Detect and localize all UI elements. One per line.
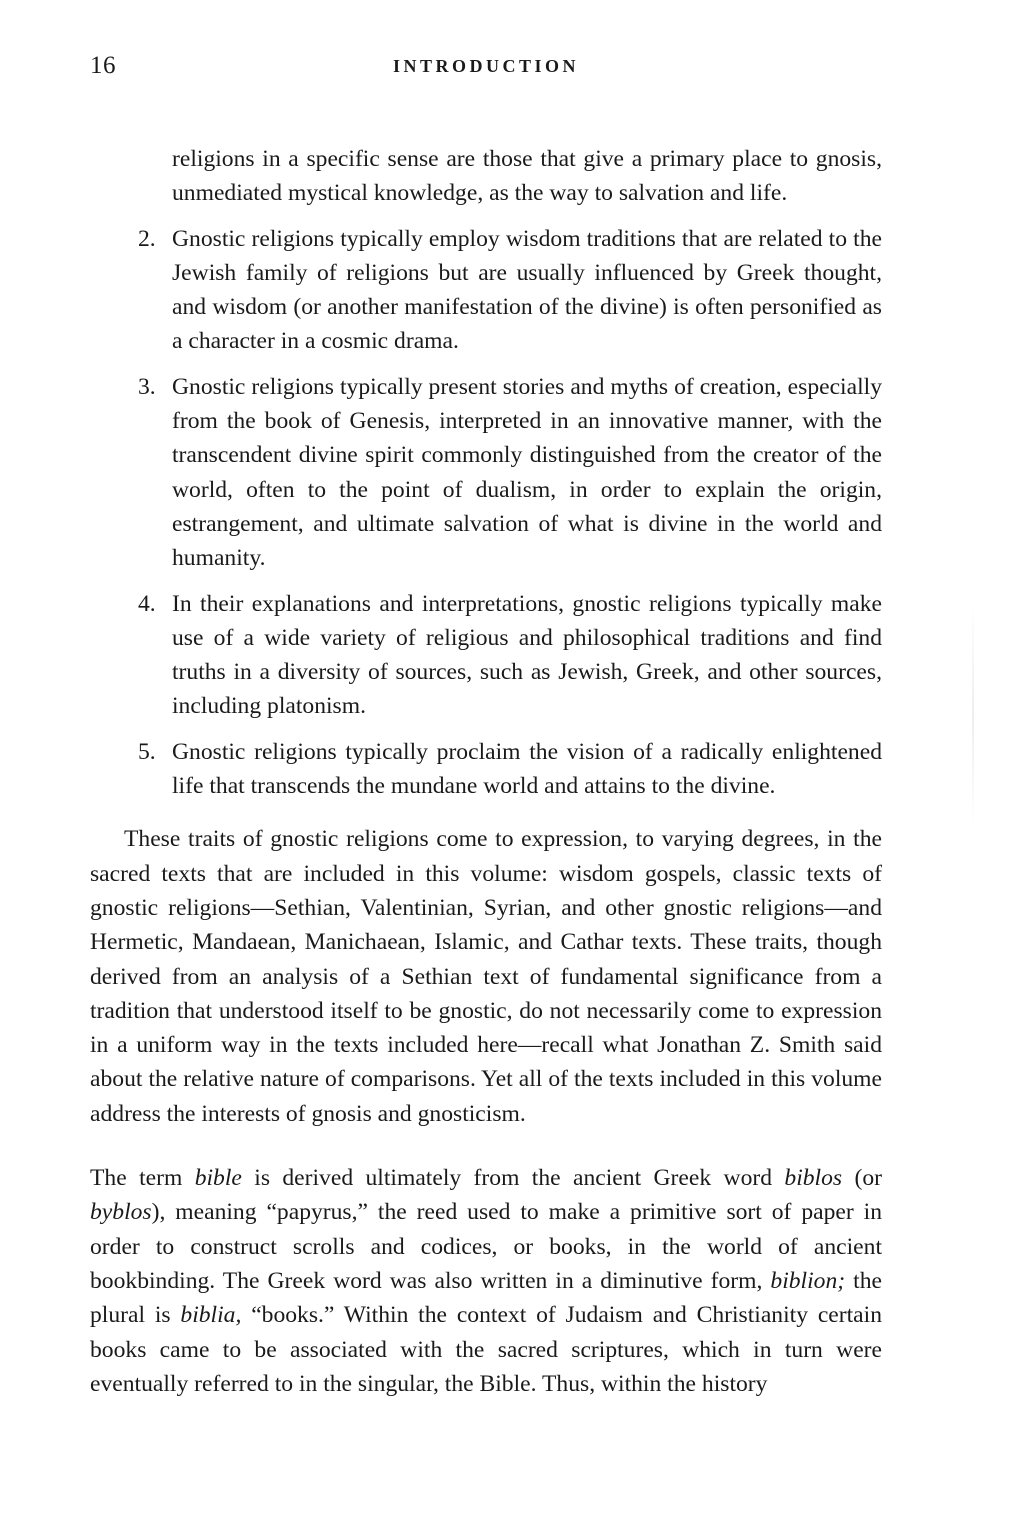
list-item-text: Gnostic religions typically present stories and myths of creation, especially from the book of Genesis, interpreted in an innovative manner, with the transcendent divine spirit commonly distinguished from the creator of the world, often to the point of dualism, in order to explain the origin, estrangement, and ultimate salvation of what is divine in the world and humanity.: [172, 373, 882, 572]
list-item-number: 3.: [138, 373, 156, 400]
italic-term-biblion: biblion;: [770, 1267, 846, 1294]
paragraph-text: ), meaning “papyrus,” the reed used to make a primitive sort of paper in order to construct scrolls and codices, or books, in the world of ancient bookbinding. The Greek word was also written in a diminutive form,: [90, 1199, 882, 1294]
paragraph-text: The term: [90, 1165, 195, 1192]
paragraph-text: is derived ultimately from the ancient Greek word: [241, 1165, 785, 1192]
list-item: [90, 735, 882, 804]
list-item-text: religions in a specific sense are those that give a primary place to gnosis, unmediated mystical knowledge, as the way to salvation and life.: [172, 146, 882, 207]
body-text: [90, 142, 882, 1401]
paragraph-gnostic-traits: These traits of gnostic religions come to expression, to varying degrees, in the sacred texts that are included in this volume: wisdom gospels, classic texts of gnostic religions—Sethian, Valentinian, Syrian, and other gnostic religions—and Hermetic, Mandaean, Manichaean, Islamic, and Cathar texts. These traits, though derived from an analysis of a Sethian text of fundamental significance from a tradition that understood itself to be gnostic, do not necessarily come to expression in a uniform way in the texts included here—recall what Jonathan Z. Smith said about the relative nature of comparisons. Yet all of the texts included in this volume address the interests of gnosis and gnosticism.: [90, 826, 882, 1127]
page-number: 16: [90, 52, 116, 79]
italic-term-bible: bible: [194, 1165, 242, 1192]
list-item-number: 5.: [138, 738, 156, 765]
italic-term-biblia: biblia,: [180, 1302, 242, 1329]
running-head-title: INTRODUCTION: [392, 56, 580, 76]
list-item: [90, 370, 882, 576]
paragraph-text: (or: [842, 1165, 882, 1192]
list-item-continuation: [90, 142, 882, 211]
scan-edge-shadow: [972, 600, 974, 830]
italic-term-byblos: byblos: [90, 1199, 152, 1226]
italic-term-biblos: biblos: [784, 1165, 843, 1192]
list-item-text: Gnostic religions typically employ wisdom traditions that are related to the Jewish family of religions but are usually influenced by Greek thought, and wisdom (or another manifestation of the divine) is often personified as a character in a cosmic drama.: [172, 225, 882, 355]
numbered-list: [90, 142, 882, 803]
running-head: [90, 52, 882, 86]
list-item-text: In their explanations and interpretations, gnostic religions typically make use of a wide variety of religious and philosophical traditions and find truths in a diversity of sources, such as Jewish, Greek, and other sources, including platonism.: [172, 590, 882, 720]
paragraph-text: the plural is: [90, 1267, 882, 1329]
list-item-text: Gnostic religions typically proclaim the vision of a radically enlightened life that transcends the mundane world and attains to the divine.: [172, 738, 882, 800]
list-item: [90, 222, 882, 359]
paragraph-term-bible: [90, 1161, 882, 1401]
paragraph-text: “books.” Within the context of Judaism and Christianity certain books came to be associated with the sacred scriptures, which in turn were eventually referred to in the singular, the Bible. Thus, within the history: [90, 1302, 882, 1397]
list-item: [90, 587, 882, 724]
list-item-number: 2.: [138, 225, 156, 252]
list-item-number: 4.: [138, 590, 156, 617]
